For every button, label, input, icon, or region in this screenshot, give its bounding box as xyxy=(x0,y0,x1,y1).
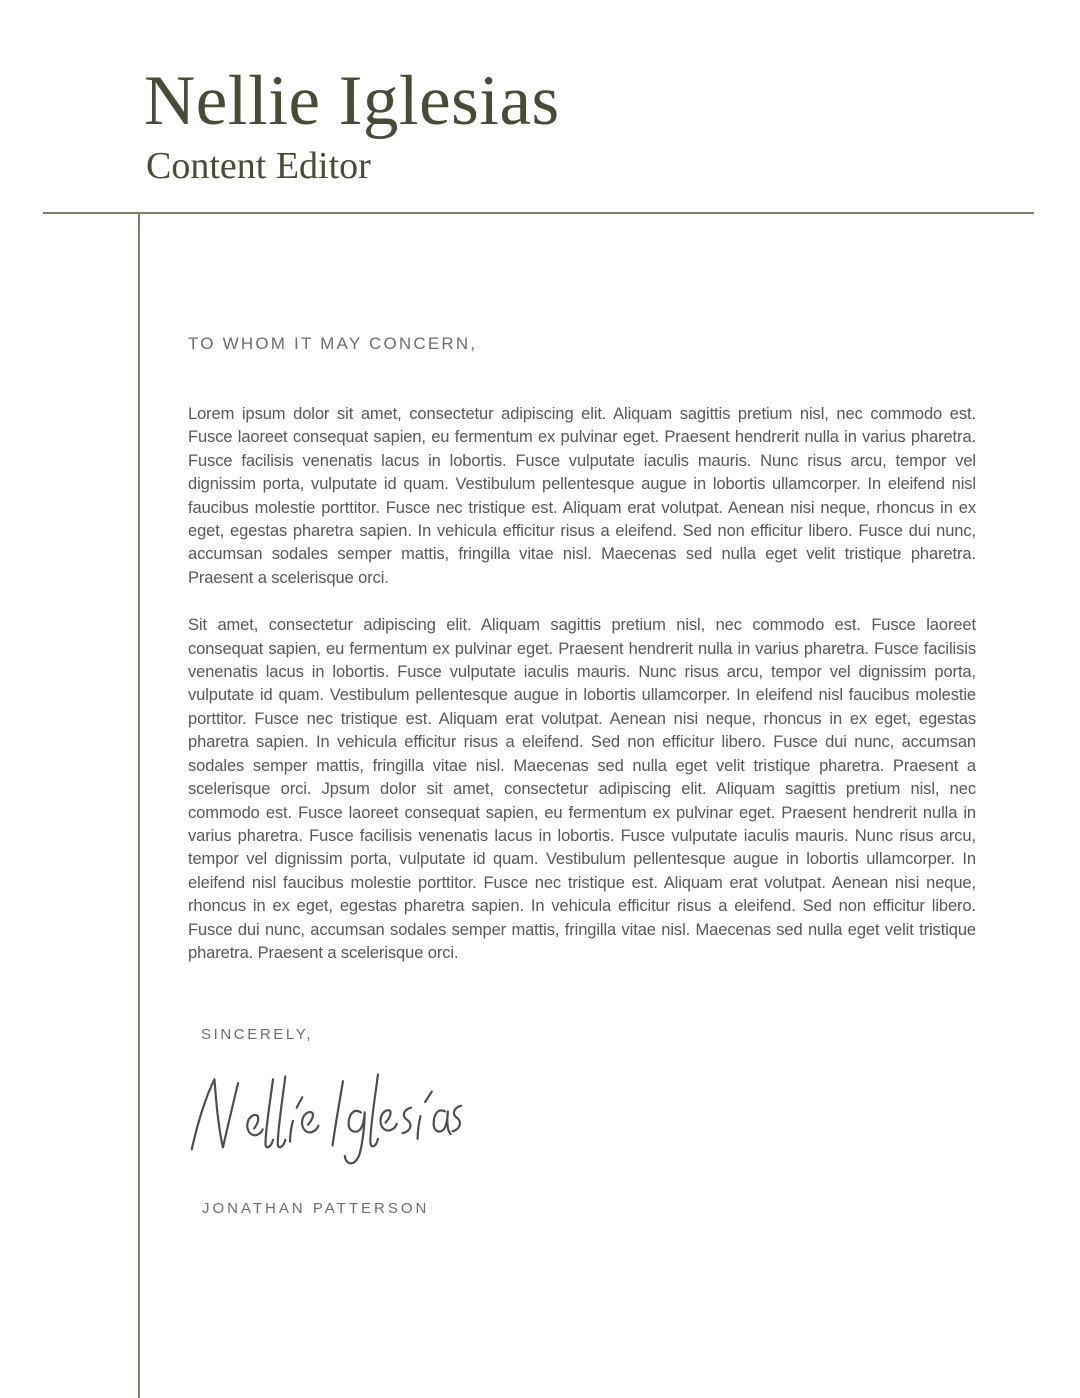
closing-line: SINCERELY, xyxy=(201,1026,314,1043)
handwritten-signature xyxy=(188,1066,462,1172)
letter-paragraphs xyxy=(188,403,976,965)
letter-body xyxy=(188,0,976,1398)
vertical-divider xyxy=(138,213,140,1398)
page-title: Nellie Iglesias xyxy=(144,62,560,140)
job-title: Content Editor xyxy=(146,145,371,187)
signer-name: JONATHAN PATTERSON xyxy=(202,1200,430,1217)
salutation: TO WHOM IT MAY CONCERN, xyxy=(188,334,478,353)
signature-svg xyxy=(188,1066,462,1172)
paragraph-1: Lorem ipsum dolor sit amet, consectetur adipiscing elit. Aliquam sagittis pretium nisl, nec commodo est. Fusce laoreet consequat sapien, eu fermentum ex pulvinar eget. Praesent hendrerit nulla in varius pharetra. Fusce facilisis venenatis lacus in lobortis. Fusce vulputate iaculis mauris. Nunc risus arcu, tempor vel dignissim porta, vulputate id quam. Vestibulum pellentesque augue in lobortis ullamcorper. In eleifend nisl faucibus molestie porttitor. Fusce nec tristique est. Aliquam erat volutpat. Aenean nisi neque, rhoncus in ex eget, egestas pharetra sapien. In vehicula efficitur risus a eleifend. Sed non efficitur libero. Fusce dui nunc, accumsan sodales semper mattis, fringilla vitae nisl. Maecenas sed nulla eget velit tristique pharetra. Praesent a scelerisque orci. xyxy=(188,405,976,587)
paragraph-2: Sit amet, consectetur adipiscing elit. Aliquam sagittis pretium nisl, nec commodo est. Fusce laoreet consequat sapien, eu fermentum ex pulvinar eget. Praesent hendrerit nulla in varius pharetra. Fusce facilisis venenatis lacus in lobortis. Fusce vulputate iaculis mauris. Nunc risus arcu, tempor vel dignissim porta, vulputate id quam. Vestibulum pellentesque augue in lobortis ullamcorper. In eleifend nisl faucibus molestie porttitor. Fusce nec tristique est. Aliquam erat volutpat. Aenean nisi neque, rhoncus in ex eget, egestas pharetra sapien. In vehicula efficitur risus a eleifend. Sed non efficitur libero. Fusce dui nunc, accumsan sodales semper mattis, fringilla vitae nisl. Maecenas sed nulla eget velit tristique pharetra. Praesent a scelerisque orci. Jpsum dolor sit amet, consectetur adipiscing elit. Aliquam sagittis pretium nisl, nec commodo est. Fusce laoreet consequat sapien, eu fermentum ex pulvinar eget. Praesent hendrerit nulla in varius pharetra. Fusce facilisis venenatis lacus in lobortis. Fusce vulputate iaculis mauris. Nunc risus arcu, tempor vel dignissim porta, vulputate id quam. Vestibulum pellentesque augue in lobortis ullamcorper. In eleifend nisl faucibus molestie porttitor. Fusce nec tristique est. Aliquam erat volutpat. Aenean nisi neque, rhoncus in ex eget, egestas pharetra sapien. In vehicula efficitur risus a eleifend. Sed non efficitur libero. Fusce dui nunc, accumsan sodales semper mattis, fringilla vitae nisl. Maecenas sed nulla eget velit tristique pharetra. Praesent a scelerisque orci. xyxy=(188,616,976,962)
